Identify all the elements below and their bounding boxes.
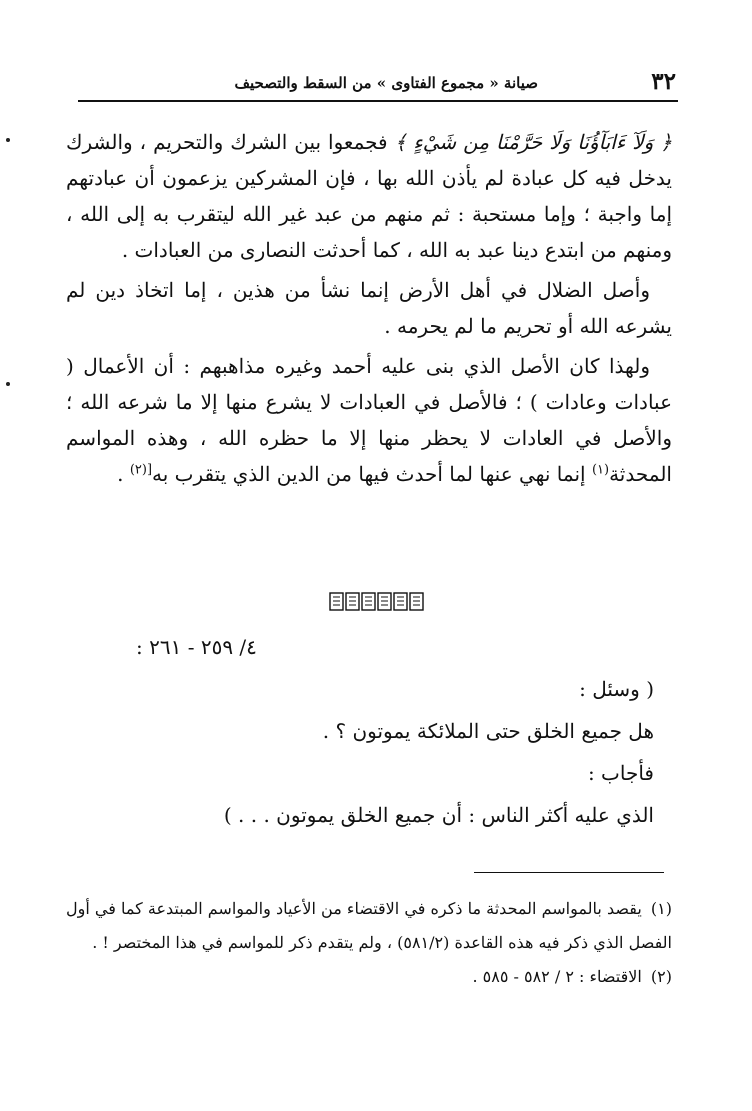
paragraph-3 [66, 348, 672, 492]
paragraph-3-text-b: إنما نهي عنها لما أحدث فيها من الدين الذي يتقرب به [152, 462, 586, 486]
paragraph-2 [66, 272, 672, 344]
fatwa-reference: ٤/ ٢٥٩ - ٢٦١ : [136, 635, 257, 659]
footnote-number: (٢) [650, 967, 672, 986]
fatwa-answer: الذي عليه أكثر الناس : أن جميع الخلق يموتون . . . ) [223, 803, 654, 827]
paragraph-1 [66, 124, 672, 268]
paragraph-2-text: وأصل الضلال في أهل الأرض إنما نشأ من هذين ، إما اتخاذ دين لم يشرعه الله أو تحريم ما لم يحرمه . [66, 278, 672, 338]
section-ornament [0, 590, 752, 616]
main-text [66, 124, 672, 496]
paragraph-3-end: . [117, 462, 130, 486]
fatwa-answer-label: فأجاب : [587, 761, 654, 785]
page-header [78, 68, 678, 102]
bookshelf-ornament-icon [328, 590, 424, 612]
fatwa-question: هل جميع الخلق حتى الملائكة يموتون ؟ . [322, 719, 654, 743]
footnote-text: يقصد بالمواسم المحدثة ما ذكره في الاقتضاء من الأعياد والمواسم المبتدعة كما في أول الفصل الذي ذكر فيه هذه القاعدة (٥٨١/٢) ، ولم يتقدم ذكر للمواسم في هذا المختصر ! . [66, 899, 672, 952]
footnote-number: (١) [650, 899, 673, 918]
footnote-ref-1[interactable]: (١) [591, 462, 610, 478]
footnote-2 [66, 960, 672, 994]
paragraph-1-text: فجمعوا بين الشرك والتحريم ، والشرك يدخل فيه كل عبادة لم يأذن الله بها ، فإن المشركين يزعمون أن عبادتهم إما واجبة ؛ وإما مستحبة : ثم منهم من عبد غير الله ليتقرب به إلى الله ، ومنهم من ابتدع دينا عبد به الله ، كما أحدثت النصارى من العبادات . [66, 130, 672, 262]
footnote-text: الاقتضاء : ٢ / ٥٨٢ - ٥٨٥ . [472, 967, 642, 986]
fatwa-question-label: ( وسئل : [579, 677, 654, 701]
paragraph-3-text-a: ولهذا كان الأصل الذي بنى عليه أحمد وغيره مذاهبهم : أن الأعمال ( عبادات وعادات ) ؛ فالأصل في العبادات لا يشرع منها إلا ما شرعه الله ؛ والأصل في العادات لا يحظر منها إلا ما حظره الله ، وهذه المواسم المحدثة [66, 354, 672, 486]
footnote-1 [66, 892, 672, 960]
page-number: ٣٢ [651, 68, 676, 95]
footnotes-divider [474, 872, 664, 873]
footnote-ref-2[interactable]: [(٢) [129, 462, 153, 478]
margin-mark [6, 138, 10, 142]
quran-verse: ﴿ وَلَآ ءَابَآؤُنَا وَلَا حَرَّمْنَا مِن شَيْءٍ ﴾ [394, 130, 672, 154]
footnotes [66, 892, 672, 994]
margin-mark [6, 382, 10, 386]
running-title: صيانة « مجموع الفتاوى » من السقط والتصحيف [234, 74, 538, 92]
fatwa-section [66, 626, 654, 836]
